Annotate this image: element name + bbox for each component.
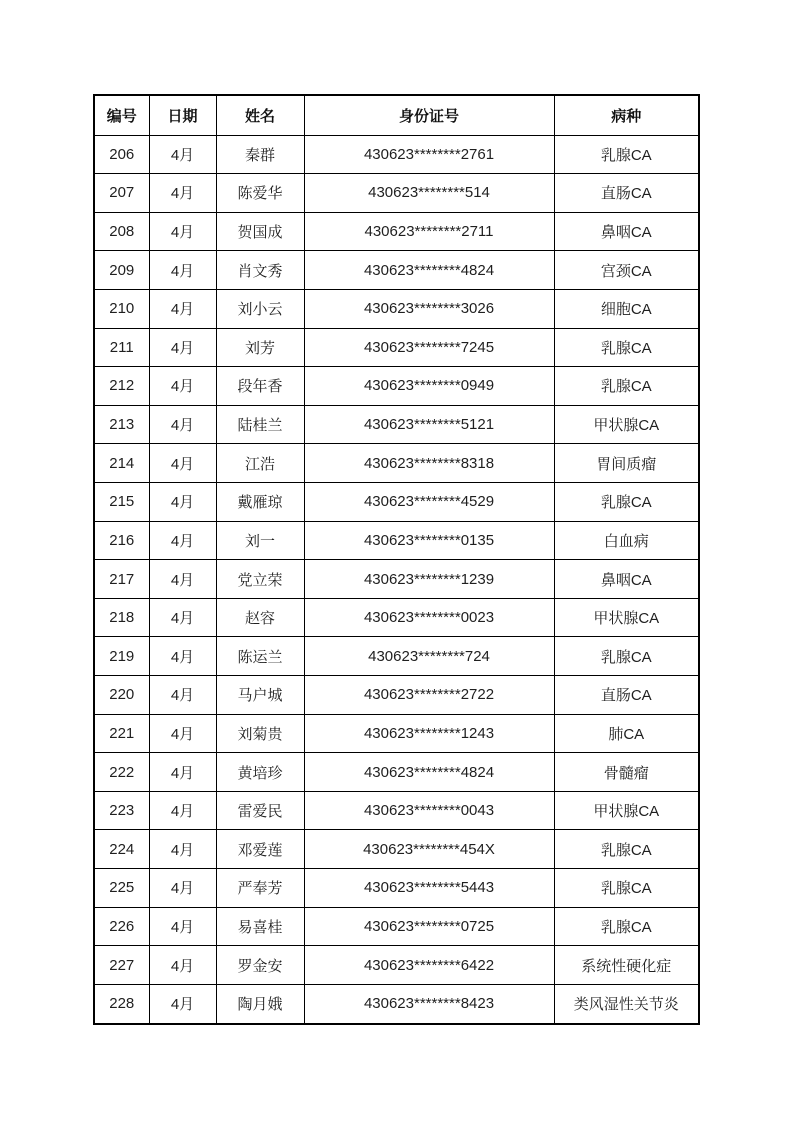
table-row [94,676,699,715]
cell-name: 肖文秀 [216,251,304,290]
cell-number: 218 [94,598,149,637]
cell-name: 赵容 [216,598,304,637]
cell-id-number: 430623********0949 [304,367,554,406]
cell-name: 秦群 [216,135,304,174]
cell-date: 4月 [149,560,216,599]
cell-disease: 乳腺CA [554,637,699,676]
cell-number: 222 [94,753,149,792]
cell-id-number: 430623********0135 [304,521,554,560]
table-row [94,637,699,676]
table-row [94,212,699,251]
cell-date: 4月 [149,753,216,792]
table-row [94,869,699,908]
cell-name: 刘小云 [216,289,304,328]
table-row [94,289,699,328]
cell-disease: 直肠CA [554,676,699,715]
cell-disease: 系统性硬化症 [554,946,699,985]
cell-id-number: 430623********0023 [304,598,554,637]
cell-id-number: 430623********454X [304,830,554,869]
cell-disease: 甲状腺CA [554,405,699,444]
cell-id-number: 430623********5443 [304,869,554,908]
cell-number: 215 [94,482,149,521]
table-row [94,444,699,483]
cell-disease: 乳腺CA [554,907,699,946]
cell-name: 严奉芳 [216,869,304,908]
cell-id-number: 430623********8423 [304,984,554,1024]
cell-disease: 肺CA [554,714,699,753]
table-row [94,598,699,637]
cell-date: 4月 [149,482,216,521]
cell-name: 党立荣 [216,560,304,599]
cell-id-number: 430623********8318 [304,444,554,483]
cell-date: 4月 [149,289,216,328]
cell-number: 228 [94,984,149,1024]
cell-date: 4月 [149,946,216,985]
cell-number: 225 [94,869,149,908]
cell-name: 罗金安 [216,946,304,985]
cell-number: 216 [94,521,149,560]
cell-name: 马户城 [216,676,304,715]
cell-disease: 乳腺CA [554,482,699,521]
cell-date: 4月 [149,444,216,483]
table-row [94,984,699,1024]
cell-number: 206 [94,135,149,174]
table-row [94,405,699,444]
cell-disease: 鼻咽CA [554,212,699,251]
cell-disease: 骨髓瘤 [554,753,699,792]
cell-id-number: 430623********4529 [304,482,554,521]
cell-number: 211 [94,328,149,367]
cell-date: 4月 [149,598,216,637]
cell-id-number: 430623********2722 [304,676,554,715]
cell-disease: 宫颈CA [554,251,699,290]
cell-number: 214 [94,444,149,483]
header-cell-id-number: 身份证号 [304,95,554,135]
cell-disease: 白血病 [554,521,699,560]
cell-number: 224 [94,830,149,869]
cell-name: 黄培珍 [216,753,304,792]
cell-id-number: 430623********4824 [304,251,554,290]
cell-date: 4月 [149,135,216,174]
cell-date: 4月 [149,174,216,213]
cell-id-number: 430623********4824 [304,753,554,792]
cell-disease: 乳腺CA [554,869,699,908]
cell-id-number: 430623********5121 [304,405,554,444]
cell-name: 段年香 [216,367,304,406]
header-row [94,95,699,135]
cell-date: 4月 [149,367,216,406]
cell-disease: 胃间质瘤 [554,444,699,483]
cell-number: 227 [94,946,149,985]
cell-name: 陆桂兰 [216,405,304,444]
cell-name: 刘芳 [216,328,304,367]
cell-disease: 乳腺CA [554,367,699,406]
cell-date: 4月 [149,830,216,869]
table-row [94,174,699,213]
cell-id-number: 430623********6422 [304,946,554,985]
cell-number: 209 [94,251,149,290]
table-row [94,830,699,869]
cell-date: 4月 [149,521,216,560]
cell-date: 4月 [149,405,216,444]
cell-name: 陈爱华 [216,174,304,213]
table-row [94,753,699,792]
cell-id-number: 430623********7245 [304,328,554,367]
table-row [94,328,699,367]
cell-number: 210 [94,289,149,328]
cell-id-number: 430623********514 [304,174,554,213]
cell-name: 戴雁琼 [216,482,304,521]
cell-name: 邓爱莲 [216,830,304,869]
cell-id-number: 430623********0725 [304,907,554,946]
cell-disease: 类风湿性关节炎 [554,984,699,1024]
cell-id-number: 430623********2761 [304,135,554,174]
table-row [94,946,699,985]
table-row [94,367,699,406]
cell-number: 223 [94,791,149,830]
table-row [94,560,699,599]
cell-number: 217 [94,560,149,599]
table-row [94,521,699,560]
table-row [94,791,699,830]
cell-id-number: 430623********724 [304,637,554,676]
header-cell-name: 姓名 [216,95,304,135]
cell-disease: 甲状腺CA [554,791,699,830]
cell-number: 219 [94,637,149,676]
cell-number: 212 [94,367,149,406]
cell-number: 213 [94,405,149,444]
table-row [94,251,699,290]
cell-name: 贺国成 [216,212,304,251]
cell-name: 易喜桂 [216,907,304,946]
table-row [94,714,699,753]
cell-number: 220 [94,676,149,715]
cell-number: 226 [94,907,149,946]
cell-disease: 乳腺CA [554,135,699,174]
cell-name: 陶月娥 [216,984,304,1024]
cell-name: 刘一 [216,521,304,560]
cell-id-number: 430623********0043 [304,791,554,830]
cell-name: 刘菊贵 [216,714,304,753]
cell-number: 208 [94,212,149,251]
cell-number: 207 [94,174,149,213]
cell-date: 4月 [149,907,216,946]
cell-date: 4月 [149,791,216,830]
cell-number: 221 [94,714,149,753]
table-row [94,135,699,174]
cell-name: 陈运兰 [216,637,304,676]
table-row [94,482,699,521]
cell-disease: 乳腺CA [554,328,699,367]
header-cell-number: 编号 [94,95,149,135]
cell-disease: 直肠CA [554,174,699,213]
header-cell-date: 日期 [149,95,216,135]
cell-name: 雷爱民 [216,791,304,830]
table-body [94,135,699,1024]
cell-disease: 甲状腺CA [554,598,699,637]
cell-disease: 乳腺CA [554,830,699,869]
cell-date: 4月 [149,676,216,715]
cell-disease: 鼻咽CA [554,560,699,599]
cell-name: 江浩 [216,444,304,483]
cell-disease: 细胞CA [554,289,699,328]
cell-id-number: 430623********1243 [304,714,554,753]
cell-date: 4月 [149,212,216,251]
cell-date: 4月 [149,984,216,1024]
cell-date: 4月 [149,251,216,290]
cell-date: 4月 [149,714,216,753]
cell-date: 4月 [149,869,216,908]
patient-record-table [93,94,700,1025]
cell-id-number: 430623********3026 [304,289,554,328]
cell-id-number: 430623********2711 [304,212,554,251]
cell-date: 4月 [149,328,216,367]
header-cell-disease: 病种 [554,95,699,135]
cell-date: 4月 [149,637,216,676]
cell-id-number: 430623********1239 [304,560,554,599]
table-row [94,907,699,946]
